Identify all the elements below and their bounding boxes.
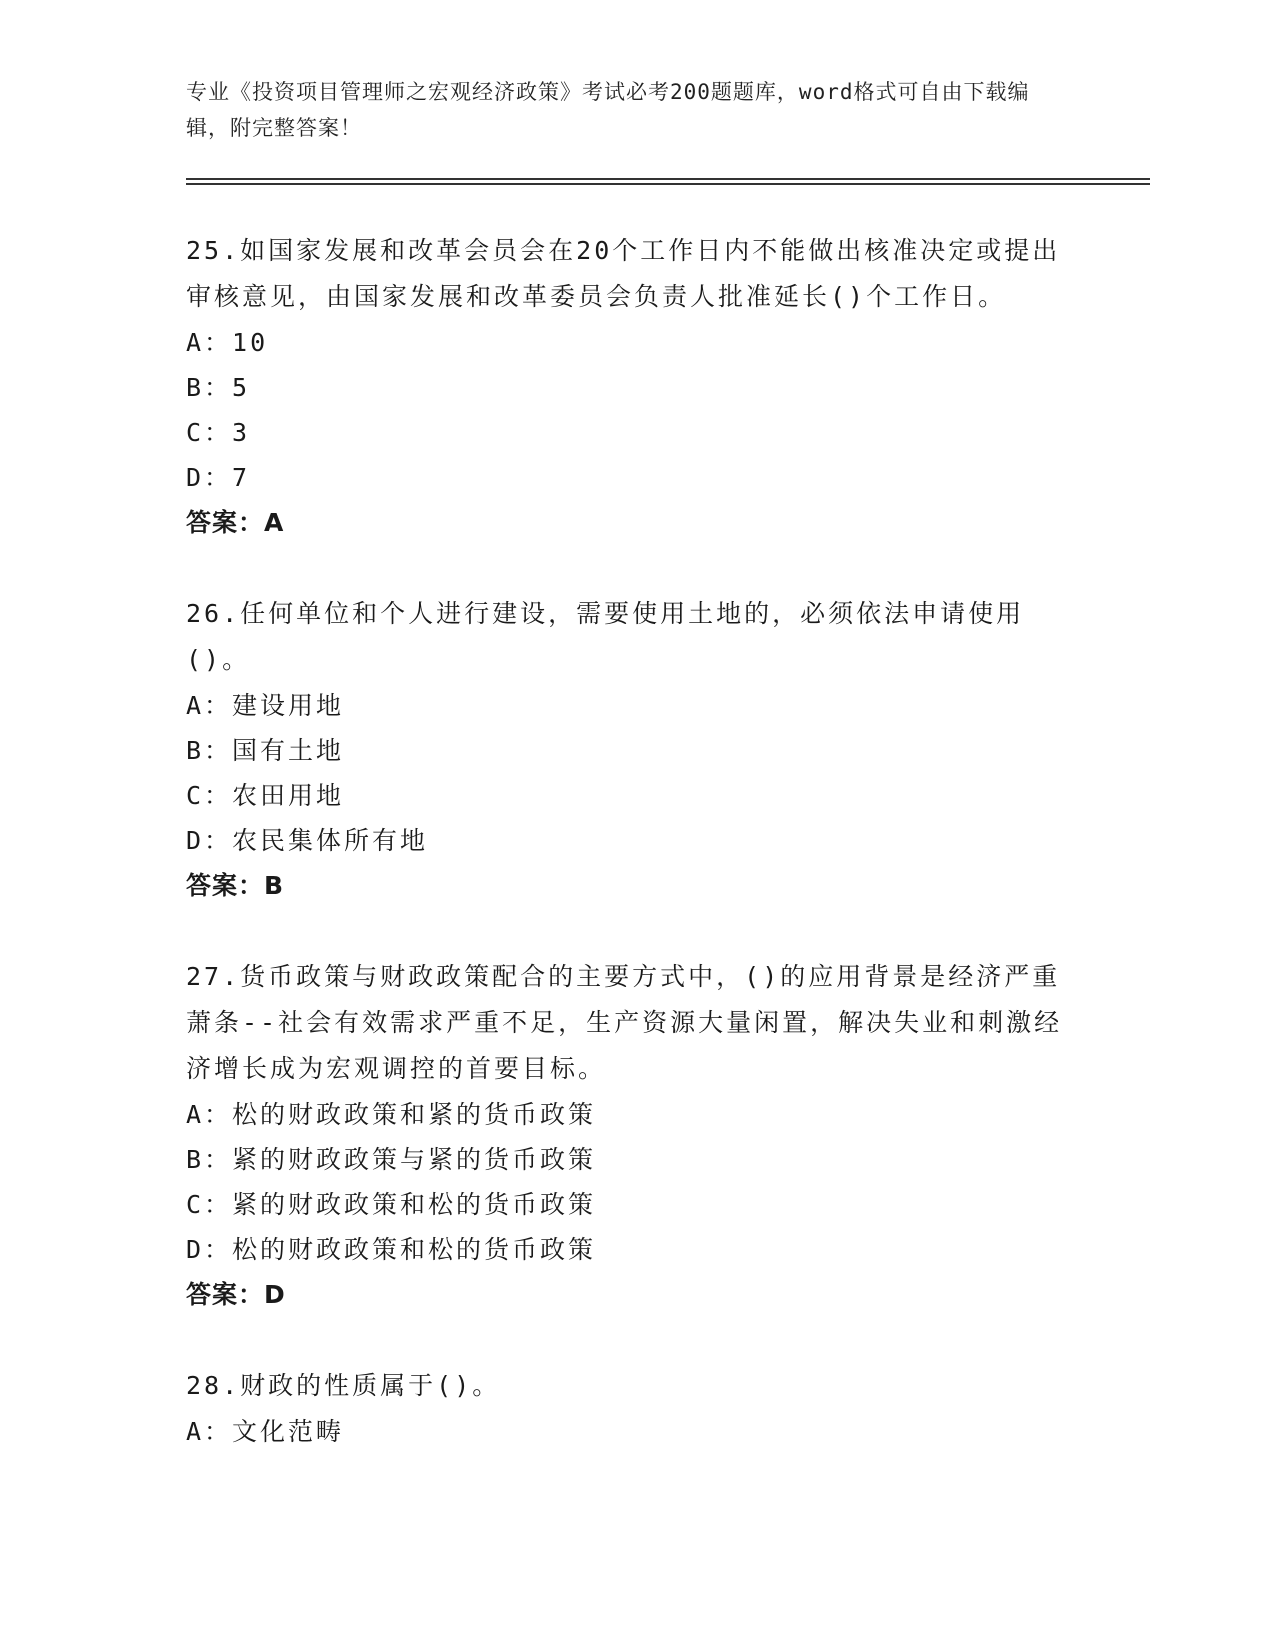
question-text: 25.如国家发展和改革会员会在20个工作日内不能做出核准决定或提出审核意见，由国家发展和改革委员会负责人批准延长()个工作日。 — [186, 236, 1061, 311]
option-a: A：10 — [186, 328, 269, 357]
answer-value: A — [264, 508, 284, 537]
answer-label: 答案： — [186, 508, 265, 537]
option-c: C：紧的财政政策和松的货币政策 — [186, 1190, 597, 1219]
question-26 — [186, 591, 1066, 909]
answer — [186, 863, 1066, 909]
question-text: 26.任何单位和个人进行建设，需要使用土地的，必须依法申请使用()。 — [186, 599, 1025, 674]
document-header: 专业《投资项目管理师之宏观经济政策》考试必考200题题库，word格式可自由下载编辑，附完整答案！ — [186, 80, 1030, 140]
option-b: B：国有土地 — [186, 736, 345, 765]
option-a: A：建设用地 — [186, 691, 345, 720]
question-text: 28.财政的性质属于()。 — [186, 1371, 501, 1400]
option-d: D：7 — [186, 463, 251, 492]
option-b: B：紧的财政政策与紧的货币政策 — [186, 1145, 597, 1174]
option-b: B：5 — [186, 373, 251, 402]
option-a: A：文化范畴 — [186, 1417, 345, 1446]
option-c: C：农田用地 — [186, 781, 345, 810]
answer-label: 答案： — [186, 871, 265, 900]
question-27 — [186, 954, 1066, 1318]
option-a: A：松的财政政策和紧的货币政策 — [186, 1100, 597, 1129]
answer — [186, 1272, 1066, 1318]
option-d: D：农民集体所有地 — [186, 826, 429, 855]
header-divider-bottom — [186, 183, 1150, 185]
option-d: D：松的财政政策和松的货币政策 — [186, 1235, 597, 1264]
answer-value: D — [264, 1280, 285, 1309]
question-list — [186, 228, 1066, 1499]
question-25 — [186, 228, 1066, 546]
question-28 — [186, 1363, 1066, 1454]
header-divider-top — [186, 178, 1150, 180]
question-text: 27.货币政策与财政政策配合的主要方式中，()的应用背景是经济严重萧条--社会有效需求严重不足，生产资源大量闲置，解决失业和刺激经济增长成为宏观调控的首要目标。 — [186, 962, 1063, 1083]
option-c: C：3 — [186, 418, 251, 447]
answer-label: 答案： — [186, 1280, 265, 1309]
answer — [186, 500, 1066, 546]
answer-value: B — [264, 871, 284, 900]
